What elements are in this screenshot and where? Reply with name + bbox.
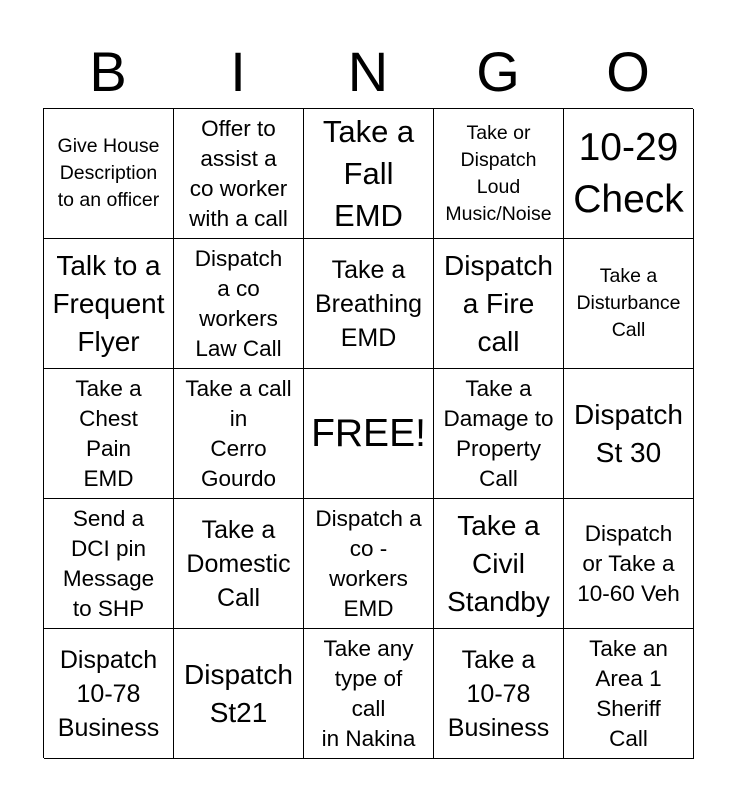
header-letter-g: G bbox=[476, 40, 520, 103]
bingo-cell[interactable]: Take a Civil Standby bbox=[434, 499, 564, 629]
bingo-cell[interactable]: Send a DCI pin Message to SHP bbox=[44, 499, 174, 629]
header-letter-b: B bbox=[89, 40, 127, 103]
bingo-cell[interactable]: Take a Chest Pain EMD bbox=[44, 369, 174, 499]
bingo-cell[interactable]: Dispatch or Take a 10-60 Veh bbox=[564, 499, 694, 629]
bingo-cell[interactable]: Dispatch St21 bbox=[174, 629, 304, 759]
free-space[interactable]: FREE! bbox=[304, 369, 434, 499]
header-letter-n: N bbox=[347, 40, 389, 103]
bingo-cell[interactable]: Offer to assist a co worker with a call bbox=[174, 109, 304, 239]
bingo-cell[interactable]: Take a Disturbance Call bbox=[564, 239, 694, 369]
bingo-cell[interactable]: Dispatch St 30 bbox=[564, 369, 694, 499]
bingo-cell[interactable]: Give House Description to an officer bbox=[44, 109, 174, 239]
bingo-cell[interactable]: Take a Fall EMD bbox=[304, 109, 434, 239]
bingo-cell[interactable]: Take an Area 1 Sheriff Call bbox=[564, 629, 694, 759]
bingo-cell[interactable]: Dispatch a Fire call bbox=[434, 239, 564, 369]
bingo-cell[interactable]: Take a Damage to Property Call bbox=[434, 369, 564, 499]
bingo-cell[interactable]: Take any type of call in Nakina bbox=[304, 629, 434, 759]
bingo-board bbox=[43, 108, 693, 758]
bingo-cell[interactable]: 10-29 Check bbox=[564, 109, 694, 239]
header-letter-o: O bbox=[606, 40, 650, 103]
bingo-cell[interactable]: Talk to a Frequent Flyer bbox=[44, 239, 174, 369]
bingo-cell[interactable]: Take or Dispatch Loud Music/Noise bbox=[434, 109, 564, 239]
bingo-cell[interactable]: Take a 10-78 Business bbox=[434, 629, 564, 759]
bingo-cell[interactable]: Take a call in Cerro Gourdo bbox=[174, 369, 304, 499]
header-letter-i: I bbox=[230, 40, 246, 103]
bingo-cell[interactable]: Dispatch 10-78 Business bbox=[44, 629, 174, 759]
bingo-cell[interactable]: Take a Domestic Call bbox=[174, 499, 304, 629]
bingo-cell[interactable]: Dispatch a co - workers EMD bbox=[304, 499, 434, 629]
bingo-cell[interactable]: Dispatch a co workers Law Call bbox=[174, 239, 304, 369]
bingo-header bbox=[43, 40, 693, 104]
bingo-cell[interactable]: Take a Breathing EMD bbox=[304, 239, 434, 369]
